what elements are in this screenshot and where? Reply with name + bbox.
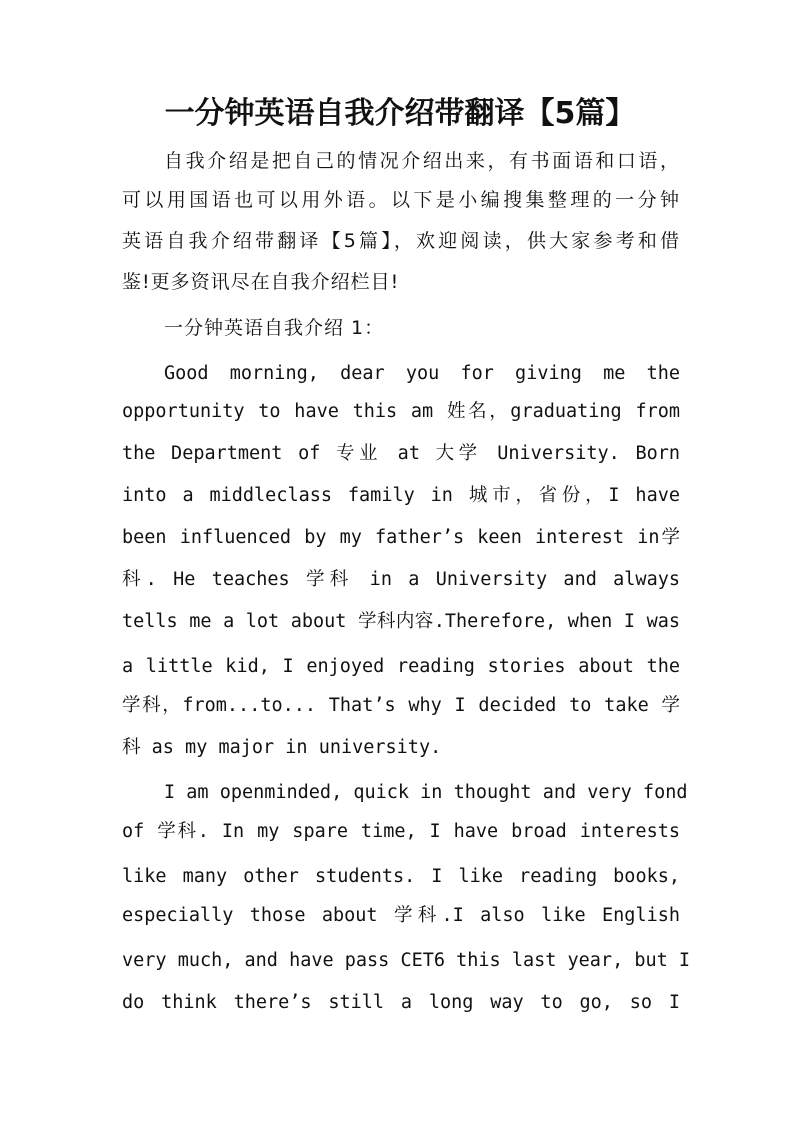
paragraph-line: 科 as my major in university.: [122, 737, 442, 758]
paragraph-line: 学科，from...to... That’s why I decided to take 学: [122, 695, 680, 716]
paragraph-line: tells me a lot about 学科内容.Therefore, when I was: [122, 611, 680, 632]
section-heading: 一分钟英语自我介绍 1：: [164, 317, 385, 339]
document-title: 一分钟英语自我介绍带翻译【5篇】: [164, 96, 636, 131]
paragraph-line: the Department of 专业 at 大学 University. Born: [122, 443, 680, 464]
paragraph-line: 科. He teaches 学科 in a University and always: [122, 569, 680, 590]
paragraph-line: very much, and have pass CET6 this last year, but I: [122, 950, 691, 971]
intro-line: 可以用国语也可以用外语。以下是小编搜集整理的一分钟: [122, 189, 680, 211]
paragraph-line: I am openminded, quick in thought and very fond: [164, 782, 688, 803]
paragraph-line: do think there’s still a long way to go, so I: [122, 992, 680, 1013]
paragraph-line: into a middleclass family in 城市，省份，I have: [122, 485, 680, 506]
intro-line: 自我介绍是把自己的情况介绍出来，有书面语和口语，: [164, 150, 680, 172]
paragraph-line: of 学科. In my spare time, I have broad interests: [122, 821, 680, 842]
intro-line: 鉴!更多资讯尽在自我介绍栏目!: [122, 271, 400, 293]
paragraph-line: especially those about 学科.I also like English: [122, 905, 680, 926]
paragraph-line: been influenced by my father’s keen interest in学: [122, 527, 680, 548]
paragraph-line: a little kid, I enjoyed reading stories about the: [122, 656, 680, 677]
paragraph-line: Good morning, dear you for giving me the: [164, 363, 680, 384]
paragraph-line: like many other students. I like reading books,: [122, 866, 680, 887]
intro-line: 英语自我介绍带翻译【5篇】，欢迎阅读，供大家参考和借: [122, 230, 680, 252]
paragraph-line: opportunity to have this am 姓名，graduating from: [122, 401, 680, 422]
